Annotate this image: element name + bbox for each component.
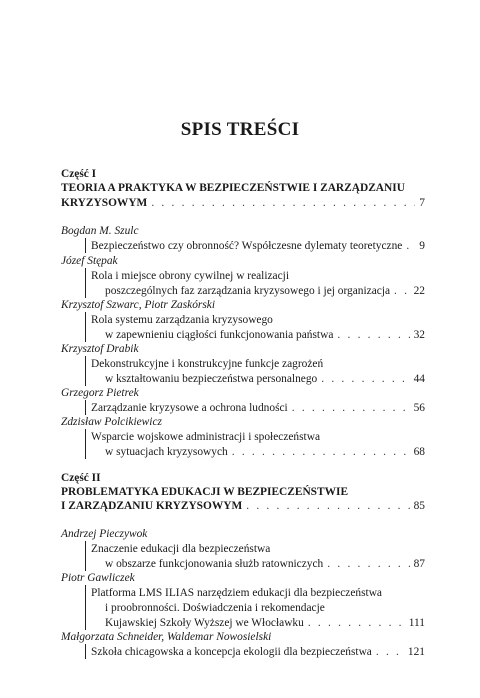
leader-dots (321, 372, 409, 386)
entry-title-continued: w obszarze funkcjonowania służb ratowniczych (105, 558, 324, 570)
entry-row (91, 239, 425, 253)
part-2-title-row (61, 499, 425, 513)
entry-rule (85, 541, 86, 571)
entry-title: Platforma LMS ILIAS narzędziem edukacji dla bezpieczeństwa (91, 587, 382, 599)
entry-row (91, 645, 425, 659)
part-2-title-line-2: I ZARZĄDZANIU KRYZYSOWYM (61, 500, 243, 512)
entry-title: Wsparcie wojskowe administracji i społeczeństwa (91, 431, 321, 443)
part-1-title-line-2: KRYZYSOWYM (61, 197, 148, 209)
page-number: 56 (413, 402, 425, 414)
part-1-label: Część I (61, 168, 97, 180)
entry-row (105, 557, 425, 571)
page-number: 121 (407, 646, 425, 658)
entry-title: Zarządzanie kryzysowe a ochrona ludności (91, 402, 288, 414)
entry-row (105, 372, 425, 386)
entry-author: Piotr Gawliczek (61, 572, 135, 584)
page-number: 87 (413, 558, 425, 570)
page-number: 44 (413, 373, 425, 385)
page-number: 111 (408, 617, 425, 629)
entry-title-continued: w sytuacjach kryzysowych (105, 446, 228, 458)
leader-dots (151, 196, 415, 210)
entry-title: Rola i miejsce obrony cywilnej w realizacji (91, 270, 290, 282)
leader-dots (308, 616, 405, 630)
entry-row (91, 401, 425, 415)
entry-row (105, 616, 425, 630)
page-number: 7 (419, 197, 425, 209)
entry-rule (85, 238, 86, 253)
entry-author: Andrzej Pieczywok (61, 528, 148, 540)
entry-title: Dekonstrukcyjne i konstrukcyjne funkcje zagrożeń (91, 358, 324, 370)
entry-author: Bogdan M. Szulc (61, 225, 139, 237)
entry-author: Zdzisław Polcikiewicz (61, 416, 162, 428)
entry-rule (85, 585, 86, 630)
leader-dots (246, 499, 409, 513)
leader-dots (376, 645, 404, 659)
entry-author: Małgorzata Schneider, Waldemar Nowosielski (61, 631, 272, 643)
entry-rule (85, 429, 86, 459)
entry-title-continued: i proobronności. Doświadczenia i rekomendacje (105, 602, 325, 614)
entry-title-continued: poszczególnych faz zarządzania kryzysowego i jej organizacja (105, 285, 391, 297)
entry-title: Znaczenie edukacji dla bezpieczeństwa (91, 543, 271, 555)
entry-title-continued: w zapewnieniu ciągłości funkcjonowania państwa (105, 329, 334, 341)
page-number: 32 (413, 329, 425, 341)
entry-row (105, 328, 425, 342)
entry-rule (85, 356, 86, 386)
entry-title: Bezpieczeństwo czy obronność? Współczesne dylematy teoretyczne (91, 240, 403, 252)
entry-row (105, 445, 425, 459)
entry-author: Krzysztof Drabik (61, 343, 139, 355)
leader-dots (394, 284, 410, 298)
entry-title: Rola systemu zarządzania kryzysowego (91, 314, 273, 326)
entry-rule (85, 268, 86, 298)
page-number: 85 (413, 500, 425, 512)
entry-rule (85, 400, 86, 415)
entry-title: Szkoła chicagowska a koncepcja ekologii dla bezpieczeństwa (91, 646, 372, 658)
entry-author: Grzegorz Pietrek (61, 387, 139, 399)
entry-author: Krzysztof Szwarc, Piotr Zaskórski (61, 299, 216, 311)
leader-dots (292, 401, 410, 415)
entry-title-continued: Kujawskiej Szkoły Wyższej we Włocławku (105, 617, 304, 629)
leader-dots (327, 557, 409, 571)
entry-row (105, 284, 425, 298)
entry-rule (85, 644, 86, 659)
part-1-title-row (61, 196, 425, 210)
page-number: 9 (419, 240, 425, 252)
part-2-label: Część II (61, 472, 101, 484)
page-number: 22 (413, 285, 425, 297)
part-1-title-line-1: TEORIA A PRAKTYKA W BEZPIECZEŃSTWIE I ZARZĄDZANIU (61, 182, 405, 194)
entry-rule (85, 312, 86, 342)
leader-dots (337, 328, 409, 342)
leader-dots (232, 445, 410, 459)
entry-author: Józef Stępak (61, 255, 118, 267)
leader-dots (406, 239, 415, 253)
page-number: 68 (413, 446, 425, 458)
entry-title-continued: w kształtowaniu bezpieczeństwa personalnego (105, 373, 318, 385)
part-2-title-line-1: PROBLEMATYKA EDUKACJI W BEZPIECZEŃSTWIE (61, 486, 349, 498)
page-title: SPIS TREŚCI (180, 119, 300, 140)
